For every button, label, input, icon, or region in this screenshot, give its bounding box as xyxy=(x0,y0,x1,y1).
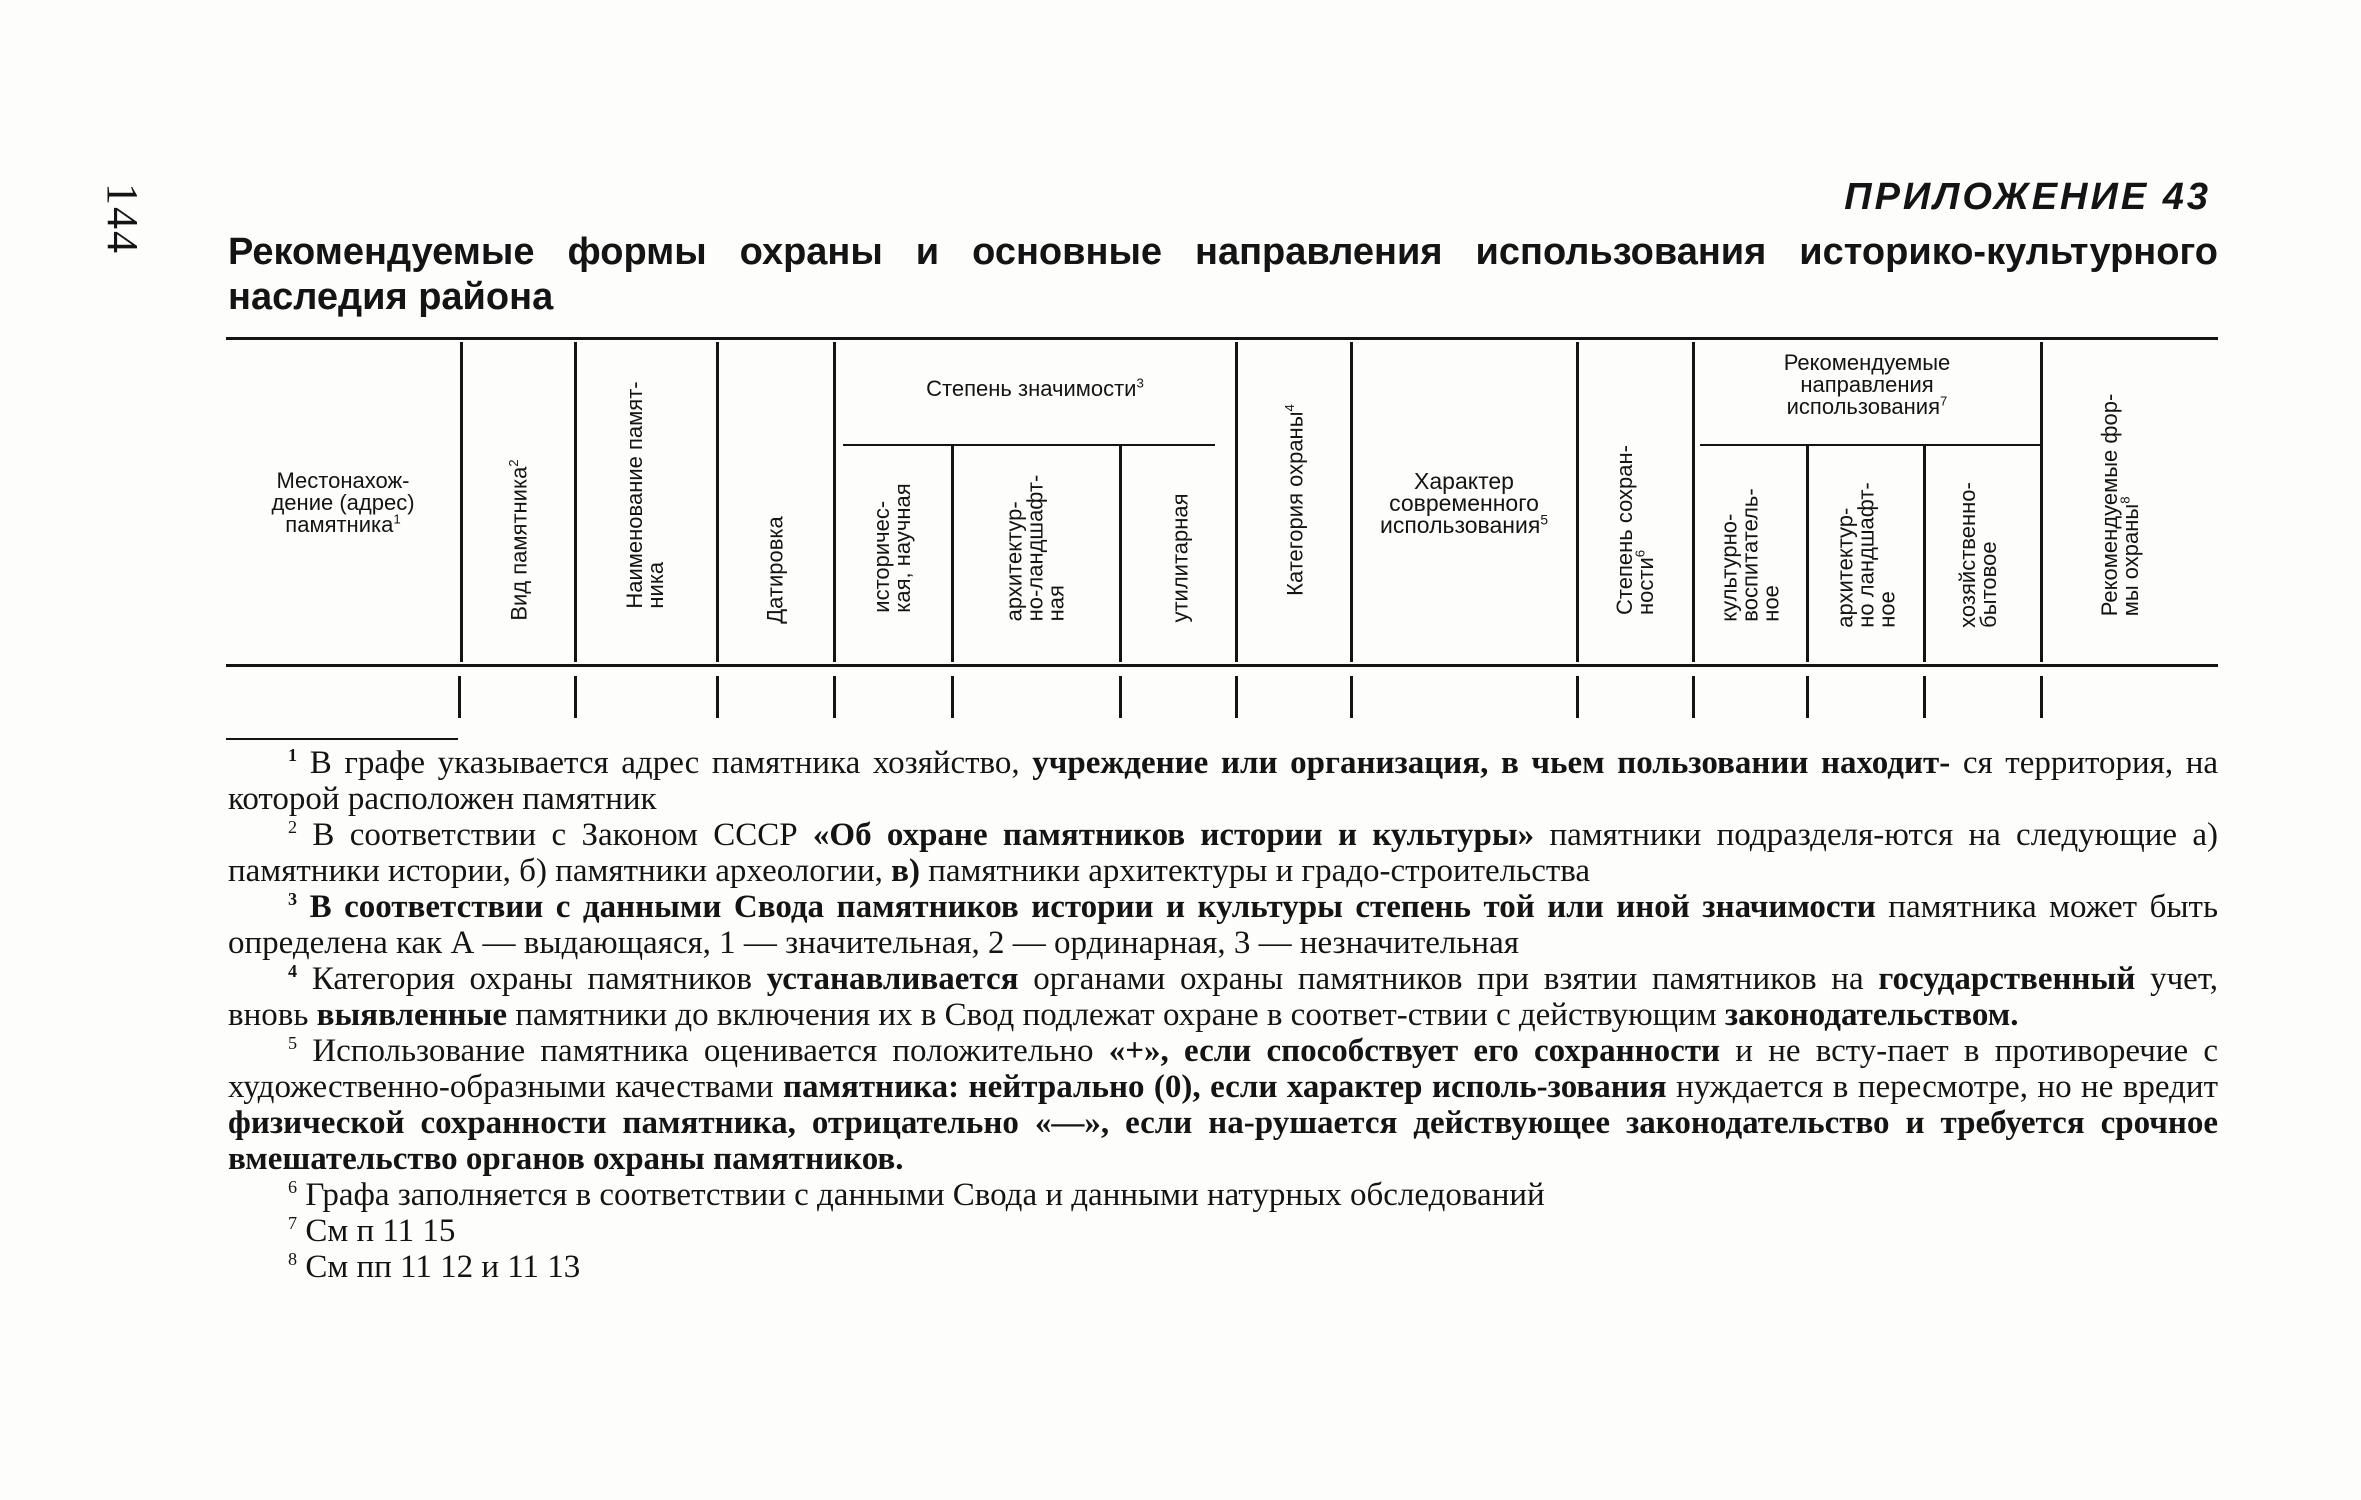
col-header-location: Местонахож- дение (адрес) памятника$^1$ xyxy=(271,468,415,537)
col-header-type: Вид памятника$^2$ xyxy=(506,459,532,621)
column-divider xyxy=(1119,446,1122,662)
row-divider-stub xyxy=(1806,676,1809,718)
group-header-directions: Рекомендуемые направления использования$^7$ xyxy=(1783,350,1951,419)
column-divider xyxy=(1806,446,1809,662)
footnote-4: $^4$ Категория охраны памятников устанавливается органами охраны памятников при взятии памятников на государственный учет, вновь выявленные памятники до включения их в Свод подлежат охране в соответ-ствии с действующим законодательством. xyxy=(228,961,2219,1033)
row-divider-stub xyxy=(1119,676,1122,718)
col-header-cultural: культурно- воспитатель- ное xyxy=(1716,488,1784,622)
column-divider xyxy=(951,446,954,662)
footnote-5: $^5$ Использование памятника оценивается положительно «+», если способствует его сохранности и не всту-пает в противоречие с художественно-образными качествами памятника: нейтрально (0), если характер исполь-зования нуждается в пересмотре, но не вредит физической сохранности памятника, отрицательно «—», если на-рушается действующее законодательство и требуется срочное вмешательство органов охраны памятников. xyxy=(228,1033,2218,1177)
col-header-utilitarian: утилитарная xyxy=(1167,493,1193,623)
column-divider xyxy=(1576,342,1579,662)
column-divider xyxy=(2040,342,2043,662)
footnote-rule xyxy=(226,738,458,740)
table-top-rule xyxy=(226,337,2218,340)
col-header-dating: Датировка xyxy=(762,516,788,624)
row-divider-stub xyxy=(833,676,836,718)
footnote-2: $^2$ В соответствии с Законом СССР «Об охране памятников истории и культуры» памятники подразделя-ются на следующие а) памятники истории, б) памятники археологии, в) памятники архитектуры и градо-строительства xyxy=(228,817,2218,889)
row-divider-stub xyxy=(1923,676,1926,718)
col-header-modern-use: Характер современного использования$^5$ xyxy=(1379,468,1548,538)
column-divider xyxy=(1692,342,1695,662)
page-number: 144 xyxy=(98,183,147,255)
row-divider-stub xyxy=(458,676,461,718)
significance-group-rule xyxy=(843,444,1215,446)
row-divider-stub xyxy=(1692,676,1695,718)
footnote-8: $^8$ См пп 11 12 и 11 13 xyxy=(288,1249,581,1285)
col-header-economic: хозяйственно- бытовое xyxy=(1955,482,2001,628)
row-divider-stub xyxy=(2040,676,2043,718)
col-header-landscape: архитектур- но ландшафт- ное xyxy=(1832,482,1900,628)
row-divider-stub xyxy=(574,676,577,718)
row-divider-stub xyxy=(951,676,954,718)
footnote-6: $^6$ Графа заполняется в соответствии с данными Свода и данными натурных обследований xyxy=(288,1177,1545,1213)
col-header-forms: Рекомендуемые фор- мы охраны$^8$ xyxy=(2097,393,2143,617)
directions-group-rule xyxy=(1700,444,2040,446)
column-divider xyxy=(574,342,577,662)
col-header-architectural: архитектур- но-ландшафт- ная xyxy=(1001,474,1069,622)
footnote-1: $^1$ В графе указывается адрес памятника хозяйство, учреждение или организация, в чьем пользовании находит- ся территория, на которой расположен памятник xyxy=(228,745,2219,817)
col-header-protection-category: Категория охраны$^4$ xyxy=(1282,404,1308,596)
appendix-label: ПРИЛОЖЕНИЕ 43 xyxy=(1844,176,2211,218)
footnote-3: $^3$ В соответствии с данными Свода памятников истории и культуры степень той или иной значимости памятника может быть определена как А — выдающаяся, 1 — значительная, 2 — ординарная, 3 — незначительная xyxy=(228,889,2219,961)
col-header-preservation: Степень сохран- ности$^6$ xyxy=(1612,444,1658,616)
column-divider xyxy=(716,342,719,662)
col-header-name: Наименование памят- ника xyxy=(622,381,668,609)
header-bottom-rule xyxy=(226,664,2218,667)
col-header-historical: историчес- кая, научная xyxy=(869,483,915,613)
row-divider-stub xyxy=(1235,676,1238,718)
group-header-significance: Степень значимости$^3$ xyxy=(926,375,1144,401)
page-title: Рекомендуемые формы охраны и основные направления использования историко-культурного наследия района xyxy=(228,231,2218,318)
column-divider xyxy=(1923,446,1926,662)
footnote-7: $^7$ См п 11 15 xyxy=(288,1213,456,1249)
row-divider-stub xyxy=(1576,676,1579,718)
row-divider-stub xyxy=(1350,676,1353,718)
row-divider-stub xyxy=(716,676,719,718)
column-divider xyxy=(460,342,463,662)
column-divider xyxy=(1235,342,1238,662)
footnotes xyxy=(228,745,2218,1285)
